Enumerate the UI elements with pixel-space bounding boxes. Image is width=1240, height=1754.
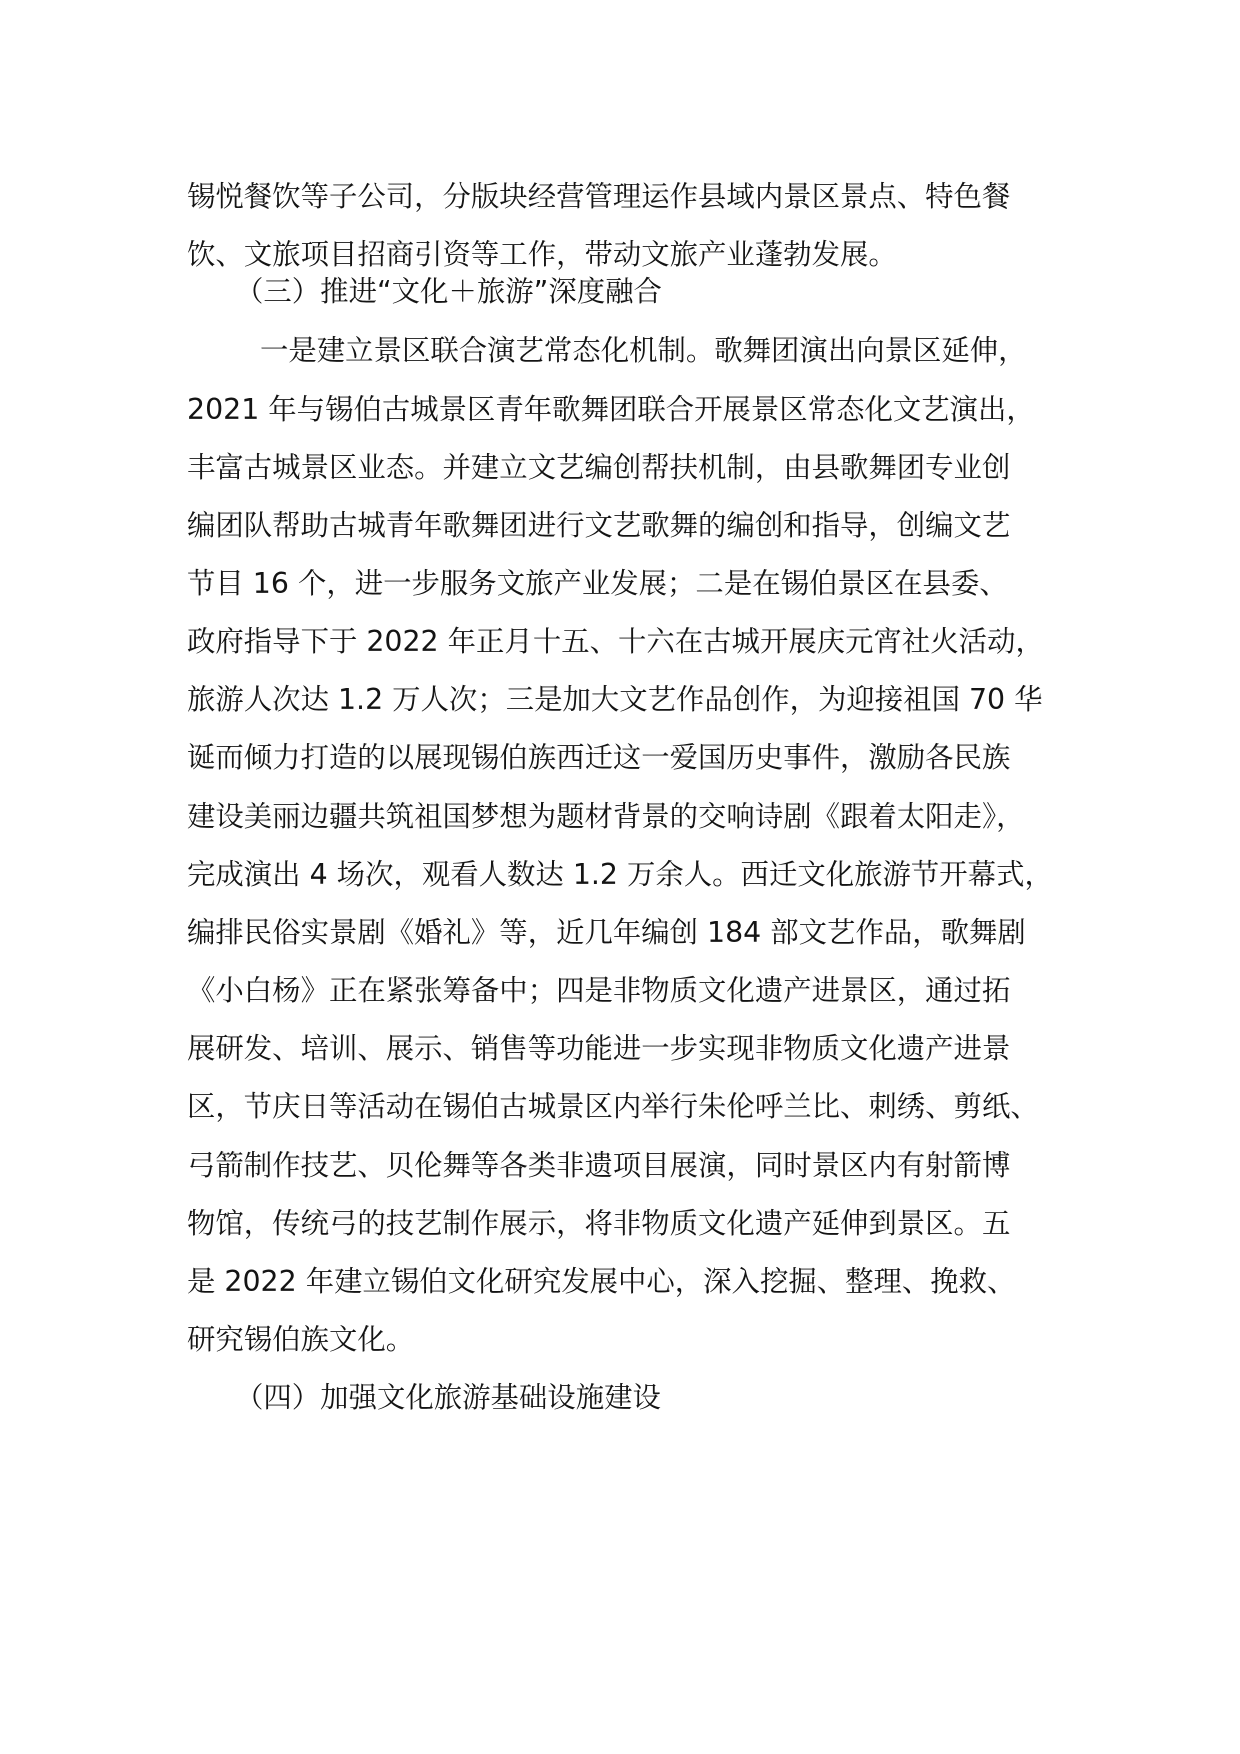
section-heading: （四）加强文化旅游基础设施建设 [235, 1381, 661, 1414]
body-text-line: 建设美丽边疆共筑祖国梦想为题材背景的交响诗剧《跟着太阳走》， [187, 800, 1025, 833]
body-text-line: 完成演出 4 场次，观看人数达 1.2 万余人。西迁文化旅游节开幕式， [187, 858, 1053, 891]
body-text-line: 节目 16 个，进一步服务文旅产业发展；二是在锡伯景区在县委、 [187, 567, 1008, 600]
body-text-line: 旅游人次达 1.2 万人次；三是加大文艺作品创作，为迎接祖国 70 华 [187, 683, 1043, 716]
body-text-line: 《小白杨》正在紧张筹备中；四是非物质文化遗产进景区，通过拓 [187, 974, 1011, 1007]
body-text-line: 饮、文旅项目招商引资等工作，带动文旅产业蓬勃发展。 [187, 238, 897, 271]
body-text-line: 政府指导下于 2022 年正月十五、十六在古城开展庆元宵社火活动， [187, 625, 1044, 658]
section-heading: （三）推进“文化＋旅游”深度融合 [235, 275, 662, 308]
body-text-line: 编团队帮助古城青年歌舞团进行文艺歌舞的编创和指导，创编文艺 [187, 509, 1011, 542]
body-text-line: 一是建立景区联合演艺常态化机制。歌舞团演出向景区延伸， [260, 334, 1027, 367]
body-text-line: 是 2022 年建立锡伯文化研究发展中心，深入挖掘、整理、挽救、 [187, 1265, 1016, 1298]
body-text-line: 2021 年与锡伯古城景区青年歌舞团联合开展景区常态化文艺演出， [187, 393, 1035, 426]
body-text-line: 物馆，传统弓的技艺制作展示，将非物质文化遗产延伸到景区。五 [187, 1207, 1011, 1240]
body-text-line: 弓箭制作技艺、贝伦舞等各类非遗项目展演，同时景区内有射箭博 [187, 1149, 1011, 1182]
body-text-line: 展研发、培训、展示、销售等功能进一步实现非物质文化遗产进景 [187, 1032, 1011, 1065]
body-text-line: 研究锡伯族文化。 [187, 1323, 415, 1356]
body-text-line: 区，节庆日等活动在锡伯古城景区内举行朱伦呼兰比、刺绣、剪纸、 [187, 1090, 1039, 1123]
body-text-line: 诞而倾力打造的以展现锡伯族西迁这一爱国历史事件，激励各民族 [187, 741, 1011, 774]
body-text-line: 锡悦餐饮等子公司，分版块经营管理运作县域内景区景点、特色餐 [187, 180, 1011, 213]
body-text-line: 编排民俗实景剧《婚礼》等，近几年编创 184 部文艺作品，歌舞剧 [187, 916, 1026, 949]
body-text-line: 丰富古城景区业态。并建立文艺编创帮扶机制，由县歌舞团专业创 [187, 451, 1011, 484]
